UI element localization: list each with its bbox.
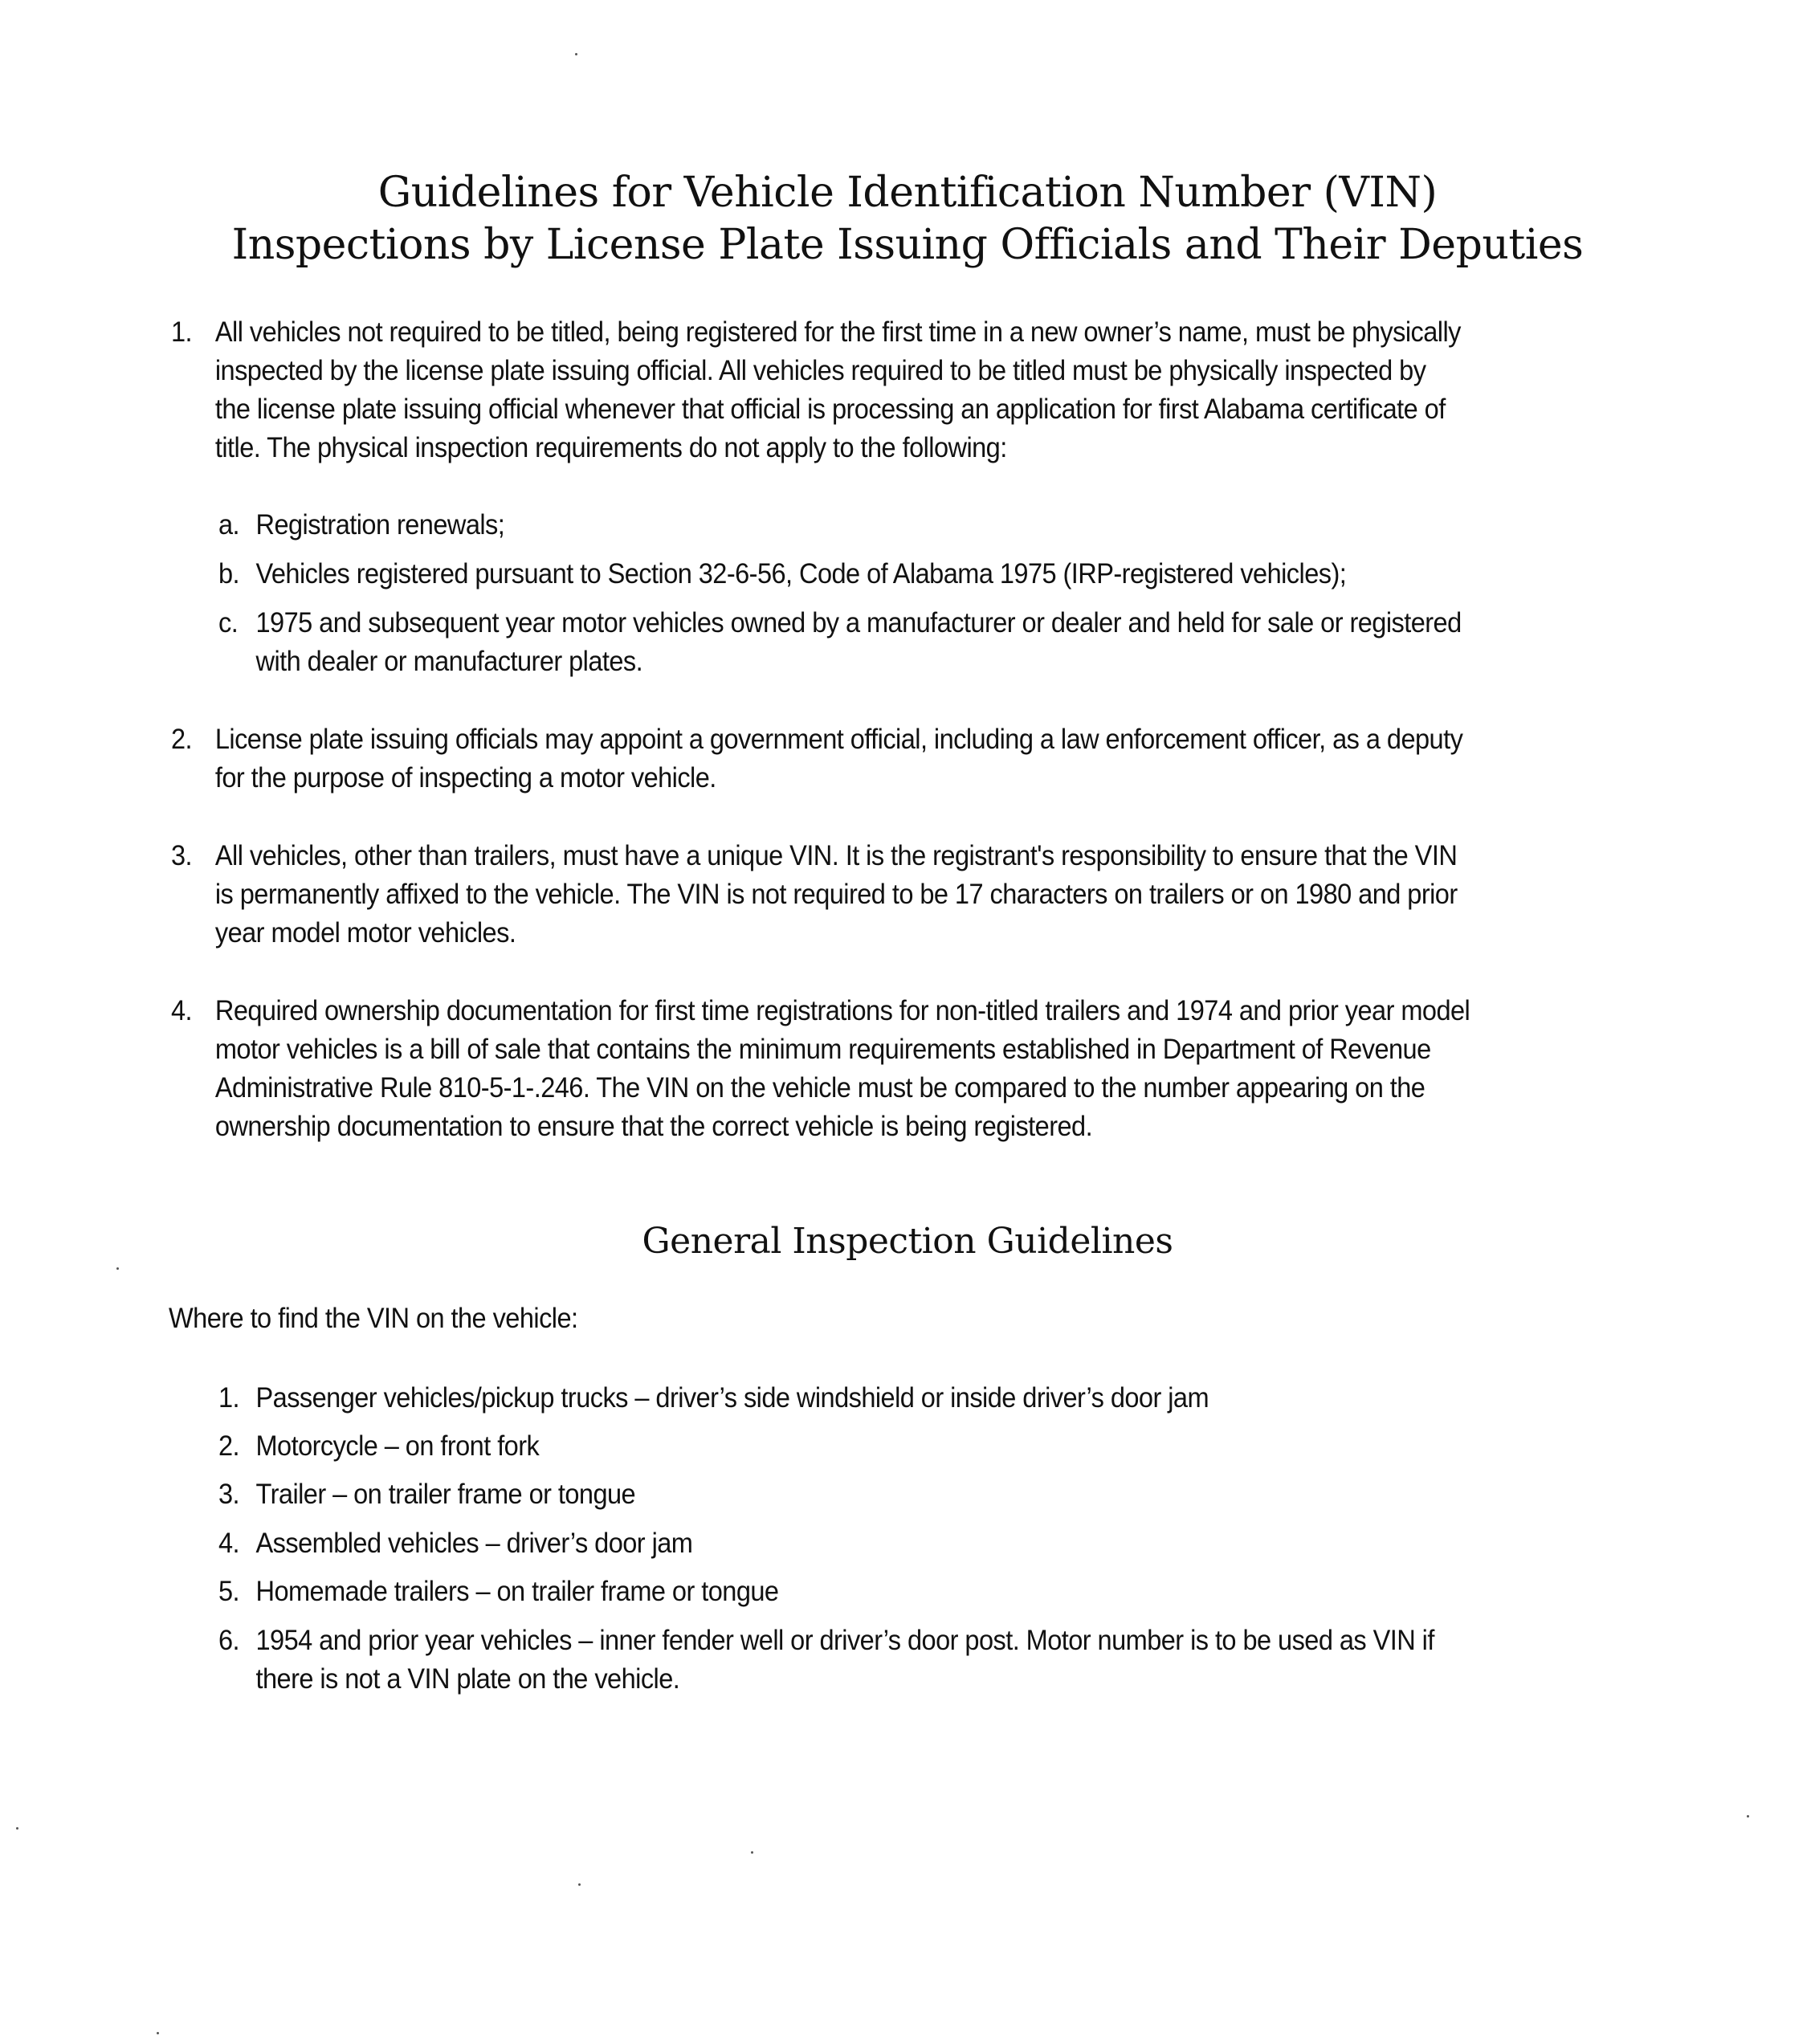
item-text <box>256 604 1727 681</box>
text-line: All vehicles not required to be titled, being registered for the first time in a new owner’s name, must be physically <box>214 316 1461 348</box>
scan-speck <box>575 53 577 55</box>
text-line: inspected by the license plate issuing official. All vehicles required to be titled must be physically inspected by <box>214 355 1426 386</box>
text-line: Vehicles registered pursuant to Section 32-6-56, Code of Alabama 1975 (IRP-registered vehicles); <box>255 558 1347 590</box>
scan-speck <box>157 2032 159 2034</box>
text-line: Registration renewals; <box>255 509 505 541</box>
item-number: 1. <box>218 1382 240 1414</box>
item-text <box>215 992 1709 1146</box>
item-number: 2. <box>171 724 193 755</box>
item-text <box>215 313 1709 467</box>
text-line: Passenger vehicles/pickup trucks – driver’s side windshield or inside driver’s door jam <box>255 1382 1209 1414</box>
item-text <box>256 1427 1727 1466</box>
document-title <box>0 167 1815 271</box>
item-text <box>256 1379 1727 1418</box>
text-line: Required ownership documentation for first time registrations for non-titled trailers and 1974 and prior year model <box>214 995 1470 1026</box>
text-line: there is not a VIN plate on the vehicle. <box>255 1663 680 1695</box>
text-line: 1975 and subsequent year motor vehicles owned by a manufacturer or dealer and held for sale or registered <box>255 607 1462 638</box>
title-line-2: Inspections by License Plate Issuing Officials and Their Deputies <box>231 221 1584 269</box>
scan-speck <box>751 1851 753 1854</box>
item-text <box>256 1524 1727 1563</box>
text-line: is permanently affixed to the vehicle. The VIN is not required to be 17 characters on trailers or on 1980 and prior <box>214 879 1458 910</box>
text-line: ownership documentation to ensure that the correct vehicle is being registered. <box>214 1111 1093 1142</box>
item-text <box>256 506 1727 545</box>
text-line: 1954 and prior year vehicles – inner fender well or driver’s door post. Motor number is to be used as VIN if <box>255 1625 1434 1656</box>
item-text <box>256 555 1727 594</box>
item-number: 3. <box>171 840 193 871</box>
section-heading: General Inspection Guidelines <box>642 1221 1173 1262</box>
item-number: 4. <box>218 1528 240 1559</box>
scan-speck <box>1747 1815 1749 1818</box>
text-line: year model motor vehicles. <box>214 917 516 949</box>
text-line: motor vehicles is a bill of sale that contains the minimum requirements established in Department of Revenue <box>214 1034 1431 1065</box>
item-text <box>215 720 1709 798</box>
text-line: with dealer or manufacturer plates. <box>255 646 643 677</box>
text-line: for the purpose of inspecting a motor vehicle. <box>214 762 716 794</box>
item-text <box>256 1573 1727 1611</box>
item-number: 3. <box>218 1479 240 1510</box>
text-line: title. The physical inspection requirements do not apply to the following: <box>214 432 1007 463</box>
item-number: 2. <box>218 1430 240 1462</box>
item-letter: a. <box>218 509 240 541</box>
item-letter: b. <box>218 558 240 590</box>
text-line: Administrative Rule 810-5-1-.246. The VIN on the vehicle must be compared to the number appearing on the <box>214 1072 1425 1104</box>
text-line: License plate issuing officials may appoint a government official, including a law enforcement officer, as a deputy <box>214 724 1463 755</box>
item-number: 5. <box>218 1576 240 1607</box>
item-text <box>256 1475 1727 1514</box>
title-line-1: Guidelines for Vehicle Identification Number (VIN) <box>377 169 1438 217</box>
scan-speck <box>578 1883 581 1886</box>
item-letter: c. <box>218 607 239 638</box>
lead-in-text: Where to find the VIN on the vehicle: <box>169 1303 578 1334</box>
scan-speck <box>116 1267 119 1270</box>
scan-speck <box>16 1827 18 1830</box>
item-number: 6. <box>218 1625 240 1656</box>
text-line: Trailer – on trailer frame or tongue <box>255 1479 636 1510</box>
text-line: Motorcycle – on front fork <box>255 1430 540 1462</box>
item-number: 4. <box>171 995 193 1026</box>
text-line: Assembled vehicles – driver’s door jam <box>255 1528 693 1559</box>
item-text <box>256 1622 1727 1699</box>
item-number: 1. <box>171 316 193 348</box>
text-line: All vehicles, other than trailers, must have a unique VIN. It is the registrant's responsibility to ensure that the VIN <box>214 840 1458 871</box>
text-line: the license plate issuing official whenever that official is processing an application for first Alabama certificate of <box>214 394 1446 425</box>
item-text <box>215 837 1709 953</box>
text-line: Homemade trailers – on trailer frame or tongue <box>255 1576 779 1607</box>
